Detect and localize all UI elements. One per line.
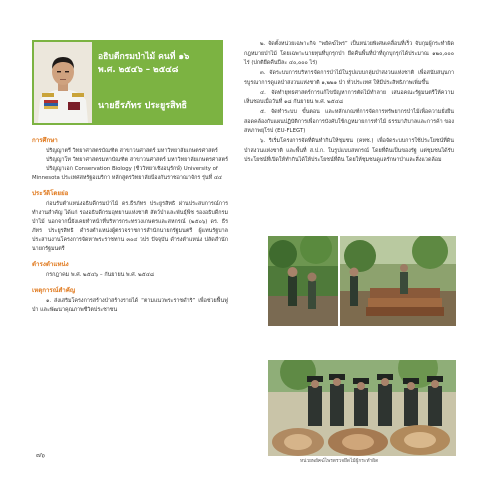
photo-timber-stacks bbox=[340, 236, 456, 326]
tenure-heading: ดำรงตำแหน่ง bbox=[32, 261, 69, 268]
event-paragraph: ๒. จัดตั้งหน่วยเฉพาะกิจ “พยัคฆ์ไพร” เป็นหน่วยพิเศษเคลื่อนที่เร็ว จับกุมผู้กระทำผิดกฎหมายป่าไม้ โดยเฉพาะนายทุนที่บุกรุกป่า ยึดคืนพื้นที่ป่าที่ถูกบุกรุกได้ประมาณ ๑๒๐,๐๐๐ ไร่ (ปกติยึดคืนปีละ ๔๐,๐๐๐ ไร่) bbox=[244, 41, 454, 67]
event-paragraph: ๖. ริเริ่มโครงการจัดที่ดินทำกินให้ชุมชน (คทช.) เพื่อจัดระบบการใช้ประโยชน์ที่ดินป่าสงวนแห่งชาติ และพื้นที่ ส.ป.ก. ในรูปแบบสหกรณ์ โดยที่ดินเป็นของรัฐ แต่ชุมชนได้รับประโยชน์ที่เปิดให้ทำกินได้ให้ประโยชน์ที่ดิน โดยให้ชุมชนดูแลรักษาป่าและสิ่งแวดล้อม bbox=[244, 138, 454, 164]
event-paragraph: ๓. จัดระบบการบริหารจัดการป่าไม้ในรูปแบบกลุ่มป่าสงวนแห่งชาติ เพื่อสนับสนุนการบูรณาการดูแลป่าสงวนแห่งชาติ ๑,๒๒๑ ป่า ทั่วประเทศ ให้มีประสิทธิภาพเพิ่มขึ้น bbox=[244, 70, 454, 86]
photo-officers-logs bbox=[268, 360, 456, 456]
photo-forest-officers bbox=[268, 236, 338, 326]
tenure-text: กรกฎาคม พ.ศ. ๒๕๔๖ – กันยายน พ.ศ. ๒๕๔๘ bbox=[46, 272, 154, 278]
director-title: อธิบดีกรมป่าไม้ คนที่ ๑๖ bbox=[98, 52, 190, 62]
right-column bbox=[244, 40, 454, 166]
left-column bbox=[32, 133, 228, 315]
photo-caption: หน่วยพยัคฆ์ไพรตรวจยึดไม้ผู้กระทำผิด bbox=[300, 459, 379, 464]
event-paragraph: ๕. จัดทำระบบ ขั้นตอน และหลักเกณฑ์การจัดการทรัพยากรป่าไม้เพื่อความยั่งยืน สอดคล้องกับแผนปฏิบัติการเพื่อการบังคับใช้กฎหมายการทำไม้ ธรรมาภิบาลและการค้า ของสหภาพยุโรป (EU-FLEGT) bbox=[244, 108, 454, 135]
events-text: ๑. ส่งเสริมโครงการสร้างป่าสร้างรายได้ “ตามแนวพระราชดำริ” เพื่อช่วยฟื้นฟูป่า และพัฒนาคุณภาพชีวิตประชาชน bbox=[32, 298, 228, 313]
official-portrait bbox=[34, 42, 92, 123]
term-years: พ.ศ. ๒๕๔๖ – ๒๕๔๘ bbox=[98, 65, 179, 75]
events-heading: เหตุการณ์สำคัญ bbox=[32, 287, 76, 294]
title-block bbox=[98, 52, 222, 76]
education-heading: การศึกษา bbox=[32, 137, 58, 144]
education-item: ปริญญาเอก Conservation Biology (ชีววิทยาเชิงอนุรักษ์) University of Minnesota ประเทศสหรัฐอเมริกา หลักสูตรวิทยาลัยป้องกันราชอาณาจักร รุ่นที่ ๔๔ bbox=[32, 166, 222, 181]
background-heading: ประวัติโดยย่อ bbox=[32, 190, 69, 197]
person-name: นายธีรภัทร ประยูรสิทธิ bbox=[98, 101, 188, 111]
event-paragraph: ๔. จัดทำยุทธศาสตร์การแก้ไขปัญหาการตัดไม้ทำลาย เสนอคณะรัฐมนตรีให้ความเห็นชอบเมื่อวันที่ ๑๘ กันยายน พ.ศ. ๒๕๔๘ bbox=[244, 89, 454, 106]
page-number: ๗๖ bbox=[36, 451, 46, 459]
background-text: ก่อนรับตำแหน่งอธิบดีกรมป่าไม้ ดร.ธีรภัทร ประยูรสิทธิ ผ่านประสบการณ์การทำงานสำคัญ ได้แก่ รองอธิบดีกรมอุทยานแห่งชาติ สัตว์ป่าและพันธุ์พืช รองอธิบดีกรมป่าไม้ นอกจากนี้ยังเคยทำหน้าที่บริหารกระทรวงเกษตรและสหกรณ์ (๒๕๐๖) ดร. ธีรภัทร ประยูรสิทธิ ดำรงตำแหน่งผู้ตรวจราชการสำนักนายกรัฐมนตรี ผู้แทนรัฐบาลประสานงานโครงการจัดหาพระราชทาน ๓๐๔ วปร ปัจจุบัน ดำรงตำแหน่ง ปลัดสำนักนายกรัฐมนตรี bbox=[32, 201, 228, 252]
education-item: ปริญญาตรี วิทยาศาสตรบัณฑิต สาขาวนศาสตร์ มหาวิทยาลัยเกษตรศาสตร์ bbox=[46, 148, 218, 154]
education-item: ปริญญาโท วิทยาศาสตรมหาบัณฑิต สาขาวนศาสตร์ มหาวิทยาลัยเกษตรศาสตร์ bbox=[46, 157, 228, 163]
